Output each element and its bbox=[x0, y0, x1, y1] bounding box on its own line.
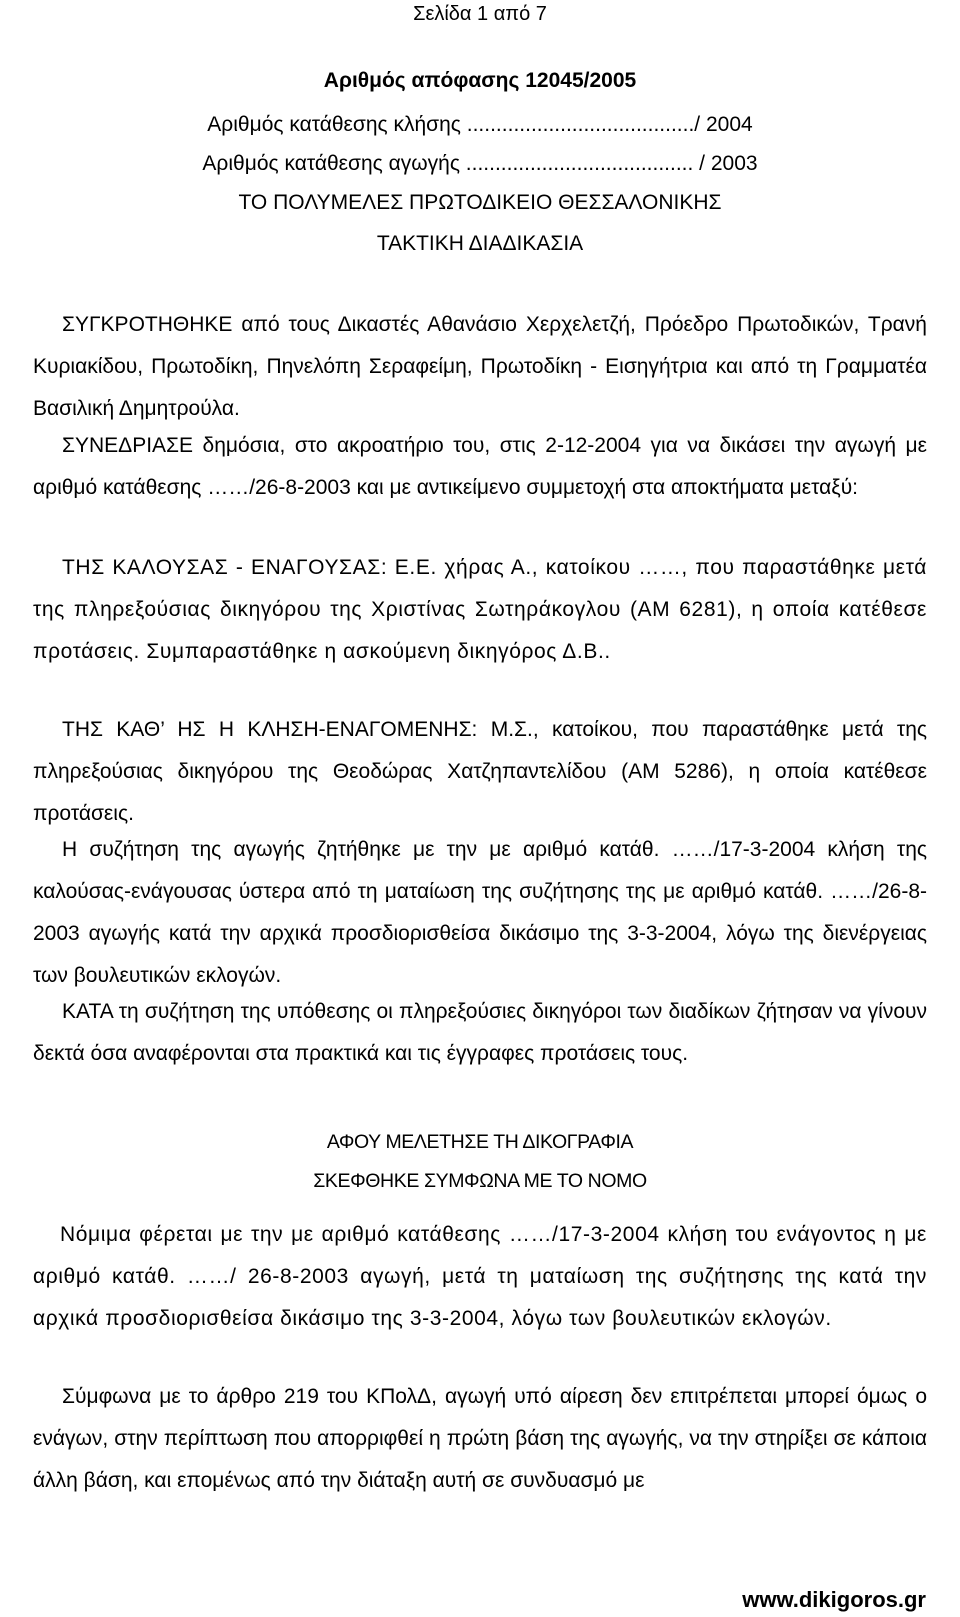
composition-paragraph: ΣΥΓΚΡΟΤΗΘΗΚΕ από τους Δικαστές Αθανάσιο Χερχελετζή, Πρόεδρο Πρωτοδικών, Τρανή Κυριακίδου, Πρωτοδίκη, Πηνελόπη Σεραφείμη, Πρωτοδίκη - Εισηγήτρια και από τη Γραμματέα Βασιλική Δημητρούλα. bbox=[33, 313, 927, 420]
court-name: ΤΟ ΠΟΛΥΜΕΛΕΣ ΠΡΩΤΟΔΙΚΕΙΟ ΘΕΣΣΑΛΟΝΙΚΗΣ bbox=[238, 191, 722, 214]
procedure-type: ΤΑΚΤΙΚΗ ΔΙΑΔΙΚΑΣΙΑ bbox=[376, 232, 584, 255]
legal-reasoning-paragraph-1: Νόμιμα φέρεται με την με αριθμό κατάθεσης ……/17-3-2004 κλήση του ενάγοντος η με αριθμό κατάθ. ……/ 26-8-2003 αγωγή, μετά τη ματαίωση της συζήτησης της κατά την αρχικά προσδιορισθείσα δικάσιμο της 3-3-2004, λόγω των βουλευτικών εκλογών. bbox=[33, 1223, 927, 1330]
legal-reasoning-paragraph-2: Σύμφωνα με το άρθρο 219 του ΚΠολΔ, αγωγή υπό αίρεση δεν επιτρέπεται μπορεί όμως ο ενάγων, στην περίπτωση που απορριφθεί η πρώτη βάση της αγωγής, να την στηρίξει σε κάποια άλλη βάση, και επομένως από την διάταξη αυτή σε συνδυασμό με bbox=[33, 1385, 927, 1492]
plaintiff-paragraph: ΤΗΣ ΚΑΛΟΥΣΑΣ - ΕΝΑΓΟΥΣΑΣ: Ε.Ε. χήρας Α., κατοίκου ……, που παραστάθηκε μετά της πληρεξούσιας δικηγόρου της Χριστίνας Σωτηράκογλου (ΑΜ 6281), η οποία κατέθεσε προτάσεις. Συμπαραστάθηκε η ασκούμενη δικηγόρος Δ.Β.. bbox=[33, 556, 927, 663]
session-paragraph: ΣΥΝΕΔΡΙΑΣΕ δημόσια, στο ακροατήριο του, στις 2-12-2004 για να δικάσει την αγωγή με αριθμό κατάθεσης ……/26-8-2003 και με αντικείμενο συμμετοχή στα αποκτήματα μεταξύ: bbox=[33, 434, 927, 499]
defendant-paragraph: ΤΗΣ ΚΑΘ’ ΗΣ Η ΚΛΗΣΗ-ΕΝΑΓΟΜΕΝΗΣ: Μ.Σ., κατοίκου, που παραστάθηκε μετά της πληρεξούσιας δικηγόρου της Θεοδώρας Χατζηπαντελίδου (ΑΜ 5286), η οποία κατέθεσε προτάσεις. bbox=[33, 718, 927, 825]
page-number-header: Σελίδα 1 από 7 bbox=[413, 3, 547, 25]
summons-filing-number: Αριθμός κατάθεσης κλήσης ......................................./ 2004 bbox=[207, 113, 753, 136]
action-filing-number: Αριθμός κατάθεσης αγωγής ....................................... / 2003 bbox=[202, 152, 758, 175]
website-footer: www.dikigoros.gr bbox=[742, 1587, 926, 1612]
section-heading-considered: ΣΚΕΦΘΗΚΕ ΣΥΜΦΩΝΑ ΜΕ ΤΟ ΝΟΜΟ bbox=[313, 1170, 647, 1192]
decision-number: Αριθμός απόφασης 12045/2005 bbox=[323, 69, 637, 92]
hearing-paragraph: Η συζήτηση της αγωγής ζητήθηκε με την με αριθμό κατάθ. ……/17-3-2004 κλήση της καλούσας-ενάγουσας ύστερα από τη ματαίωση της συζήτησης της με αριθμό κατάθ. ……/26-8-2003 αγωγής κατά την αρχικά προσδιορισθείσα δικάσιμο της 3-3-2004, λόγω της διενέργειας των βουλευτικών εκλογών. bbox=[33, 838, 927, 987]
requests-paragraph: ΚΑΤΑ τη συζήτηση της υπόθεσης οι πληρεξούσιες δικηγόροι των διαδίκων ζήτησαν να γίνουν δεκτά όσα αναφέρονται στα πρακτικά και τις έγγραφες προτάσεις τους. bbox=[33, 1000, 927, 1065]
section-heading-after-reading: ΑΦΟΥ ΜΕΛΕΤΗΣΕ ΤΗ ΔΙΚΟΓΡΑΦΙΑ bbox=[326, 1131, 634, 1153]
